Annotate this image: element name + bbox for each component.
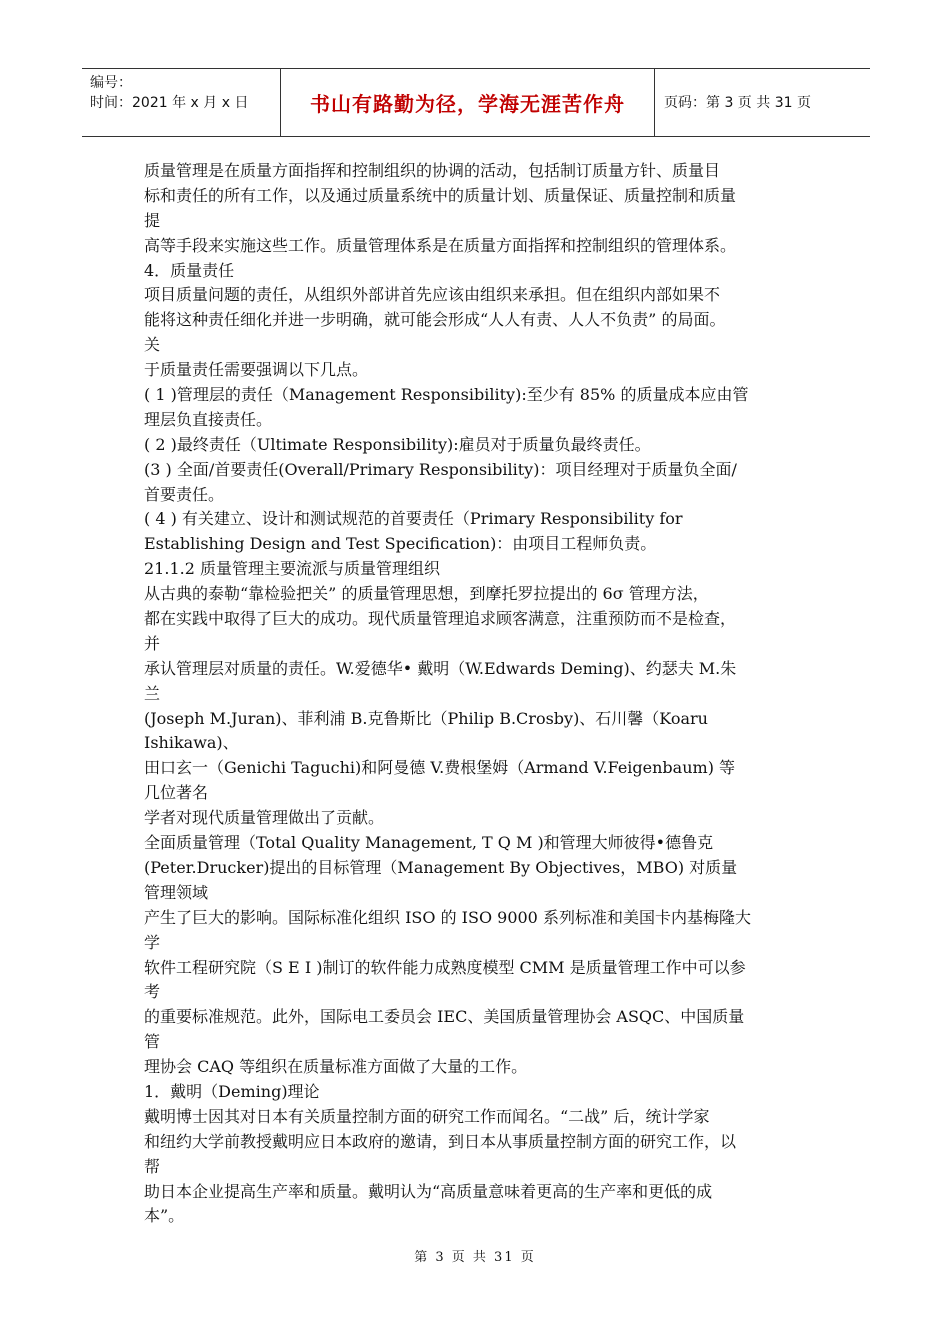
page-header — [82, 68, 870, 137]
text-line: 首要责任。 — [144, 484, 225, 504]
document-body — [144, 159, 812, 1229]
text-line: 助日本企业提高生产率和质量。戴明认为“高质量意味着更高的生产率和更低的成 — [144, 1181, 713, 1201]
text-line: 提 — [144, 210, 161, 230]
text-line: 理层负直接责任。 — [144, 409, 273, 429]
text-line: ( 1 )管理层的责任（Management Responsibility):至少有 85% 的质量成本应由管 — [144, 385, 749, 405]
text-line: 田口玄一（Genichi Taguchi)和阿曼德 V.费根堡姆（Armand V.Feigenbaum) 等 — [144, 758, 736, 778]
text-line: 考 — [144, 982, 161, 1002]
text-line: 管 — [144, 1032, 161, 1052]
text-line: 学 — [144, 932, 161, 952]
header-meta — [90, 73, 280, 113]
text-line: (3 ) 全面/首要责任(Overall/Primary Responsibility)：项目经理对于质量负全面/ — [144, 459, 737, 479]
text-line: 全面质量管理（Total Quality Management, T Q M )和管理大师彼得•德鲁克 — [144, 833, 714, 853]
text-line: 4．质量责任 — [144, 260, 235, 280]
text-line: 于质量责任需要强调以下几点。 — [144, 360, 369, 380]
page-footer: 第 3 页 共 31 页 — [414, 1250, 536, 1265]
text-line: 能将这种责任细化并进一步明确，就可能会形成“人人有责、人人不负责” 的局面。 — [144, 310, 726, 330]
text-line: 和纽约大学前教授戴明应日本政府的邀请，到日本从事质量控制方面的研究工作，以 — [144, 1131, 737, 1151]
text-line: 理协会 CAQ 等组织在质量标准方面做了大量的工作。 — [144, 1057, 528, 1077]
text-line: (Joseph M.Juran)、菲利浦 B.克鲁斯比（Philip B.Crosby)、石川馨（Koaru — [144, 708, 708, 728]
text-line: 本”。 — [144, 1206, 185, 1226]
text-line: Ishikawa)、 — [144, 733, 239, 753]
text-line: 并 — [144, 633, 161, 653]
text-line: 项目质量问题的责任，从组织外部讲首先应该由组织来承担。但在组织内部如果不 — [144, 285, 721, 305]
text-line: ( 4 ) 有关建立、设计和测试规范的首要责任（Primary Responsibility for — [144, 509, 683, 529]
text-line: 的重要标准规范。此外，国际电工委员会 IEC、美国质量管理协会 ASQC、中国质量 — [144, 1007, 745, 1027]
text-line: (Peter.Drucker)提出的目标管理（Management By Objectives，MBO) 对质量 — [144, 857, 738, 877]
text-line: 几位著名 — [144, 783, 209, 803]
text-line: 兰 — [144, 683, 161, 703]
text-line: 学者对现代质量管理做出了贡献。 — [144, 808, 385, 828]
text-line: 软件工程研究院（S E I )制订的软件能力成熟度模型 CMM 是质量管理工作中可以参 — [144, 957, 746, 977]
text-line: 戴明博士因其对日本有关质量控制方面的研究工作而闻名。“二战” 后，统计学家 — [144, 1106, 710, 1126]
text-line: 产生了巨大的影响。国际标准化组织 ISO 的 ISO 9000 系列标准和美国卡内基梅隆大 — [144, 907, 751, 927]
text-line: 标和责任的所有工作，以及通过质量系统中的质量计划、质量保证、质量控制和质量 — [144, 185, 737, 205]
text-line: 管理领域 — [144, 882, 209, 902]
text-line: 承认管理层对质量的责任。W.爱德华• 戴明（W.Edwards Deming)、约瑟夫 M.朱 — [144, 658, 737, 678]
header-motto: 书山有路勤为径，学海无涯苦作舟 — [310, 92, 625, 116]
header-page-info: 页码：第 3 页 共 31 页 — [664, 95, 811, 111]
text-line: 从古典的泰勒“靠检验把关” 的质量管理思想，到摩托罗拉提出的 6σ 管理方法， — [144, 584, 709, 604]
text-line: 1．戴明（Deming)理论 — [144, 1081, 320, 1101]
text-line: 高等手段来实施这些工作。质量管理体系是在质量方面指挥和控制组织的管理体系。 — [144, 235, 737, 255]
text-line: Establishing Design and Test Specification)：由项目工程师负责。 — [144, 534, 657, 554]
text-line: ( 2 )最终责任（Ultimate Responsibility):雇员对于质量负最终责任。 — [144, 434, 651, 454]
header-divider-right — [654, 69, 655, 136]
text-line: 帮 — [144, 1156, 161, 1176]
document-time-label: 时间：2021 年 x 月 x 日 — [90, 95, 249, 111]
text-line: 关 — [144, 335, 161, 355]
text-line: 质量管理是在质量方面指挥和控制组织的协调的活动，包括制订质量方针、质量目 — [144, 161, 721, 180]
text-line: 21.1.2 质量管理主要流派与质量管理组织 — [144, 559, 440, 579]
document-number-label: 编号： — [90, 75, 132, 91]
text-line: 都在实践中取得了巨大的成功。现代质量管理追求顾客满意，注重预防而不是检查， — [144, 609, 737, 629]
